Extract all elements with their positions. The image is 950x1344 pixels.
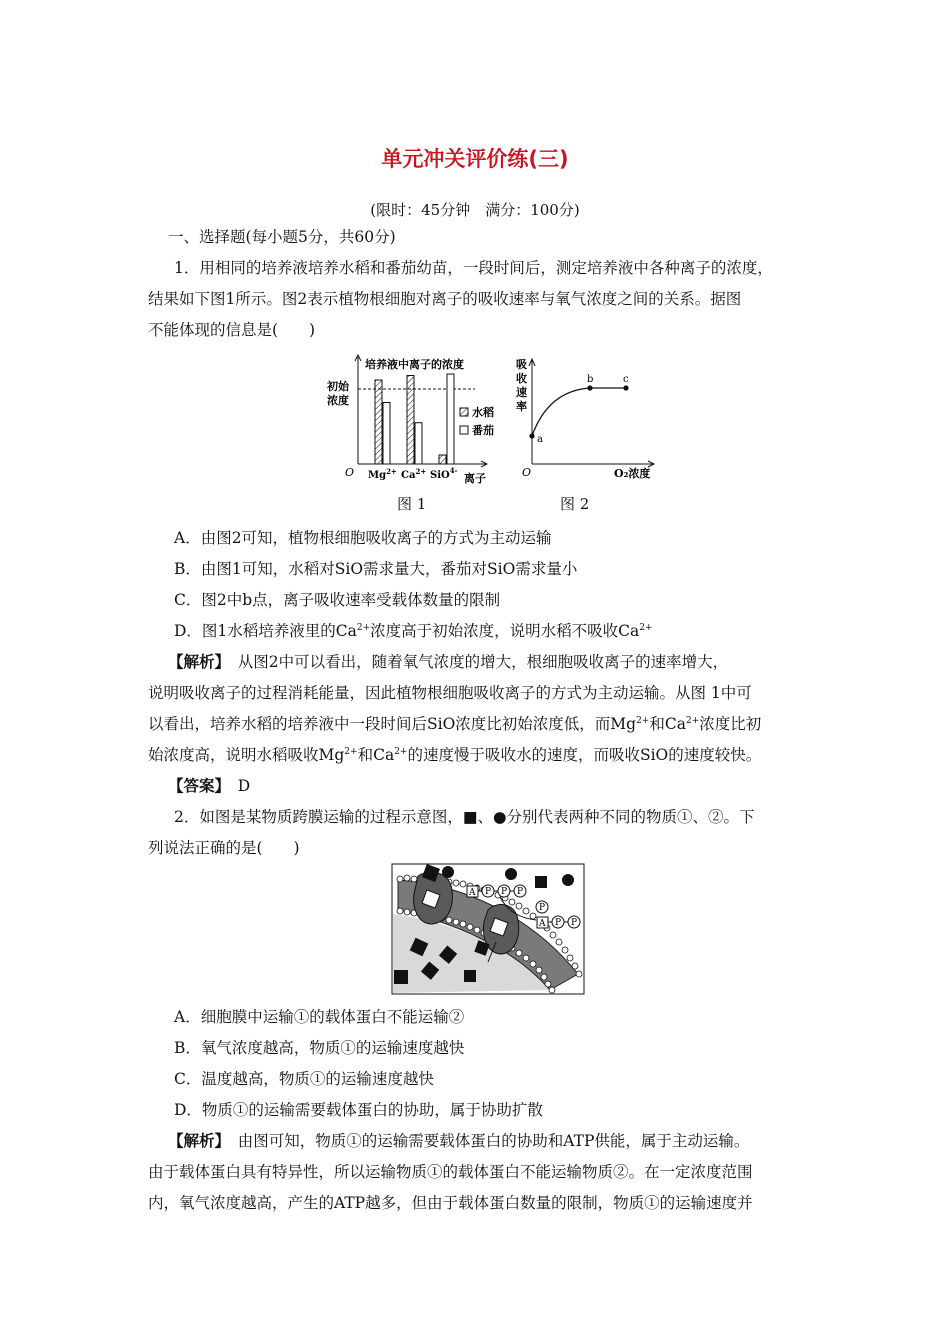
bar-rice-3: [439, 455, 446, 464]
fig2-x-label: O₂浓度: [614, 467, 651, 480]
fig2-y-label-3: 速: [516, 386, 527, 399]
svg-text:A: A: [539, 919, 546, 929]
fig1-tick-sio: SiO$^{4-}$: [430, 466, 458, 481]
point-a-label: a: [537, 434, 543, 445]
q2-stem-line-2: 列说法正确的是( ): [148, 839, 300, 857]
section-heading: 一、选择题(每小题5分，共60分): [168, 228, 396, 246]
fig1-y-label-2: 浓度: [327, 394, 349, 407]
bar-tomato-3: [447, 374, 454, 464]
absorption-rate-curve: [532, 388, 626, 436]
explanation-tag: 【解析】: [168, 1131, 223, 1150]
q1-option-a: A．由图2可知，植物根细胞吸收离子的方式为主动运输: [174, 529, 552, 547]
q2-option-d: D．物质①的运输需要载体蛋白的协助，属于协助扩散: [174, 1101, 543, 1119]
q2-explanation-line-3: 内，氧气浓度越高，产生的ATP越多，但由于载体蛋白数量的限制，物质①的运输速度并: [148, 1194, 753, 1212]
svg-text:P: P: [485, 887, 492, 897]
figure-1-bar-chart: [325, 352, 495, 490]
bar-rice-2: [407, 376, 414, 465]
q1-explanation-line-4: 始浓度高，说明水稻吸收$Mg^{2+}$和$Ca^{2+}$的速度慢于吸收水的速度，而吸收SiO的速度较快。: [148, 746, 762, 764]
q2-option-c: C．温度越高，物质①的运输速度越快: [174, 1070, 434, 1088]
q2-stem-line-1: 2．如图是某物质跨膜运输的过程示意图，■、●分别代表两种不同的物质①、②。下: [174, 808, 755, 826]
page-title: 单元冲关评价练(三): [381, 147, 569, 171]
fig2-y-label-2: 收: [516, 372, 527, 385]
fig1-x-label: 离子: [464, 472, 486, 485]
svg-text:P: P: [501, 887, 508, 897]
svg-text:P: P: [539, 903, 546, 913]
time-limit-note: (限时：45分钟 满分：100分): [370, 201, 580, 219]
svg-text:P: P: [555, 918, 562, 928]
fig1-y-label-1: 初始: [327, 380, 349, 393]
fig1-tick-ca: $Ca^{2+}$: [401, 467, 427, 481]
figure-1-caption: 图 1: [397, 495, 427, 513]
fig1-title: 培养液中离子的浓度: [365, 358, 464, 371]
q2-option-b: B．氧气浓度越高，物质①的运输速度越快: [174, 1039, 465, 1057]
figure-2-caption: 图 2: [560, 495, 590, 513]
q1-explanation-line-3: 以看出，培养水稻的培养液中一段时间后SiO浓度比初始浓度低，而$Mg^{2+}$和$Ca^{2+}$浓度比初: [148, 715, 762, 733]
point-c: [623, 385, 628, 390]
legend-rice-swatch: [460, 408, 468, 416]
q1-answer: 【答案】 D: [168, 776, 251, 795]
point-b-label: b: [587, 374, 594, 385]
q2-explanation-line-2: 由于载体蛋白具有特异性，所以运输物质①的载体蛋白不能运输物质②。在一定浓度范围: [148, 1163, 753, 1181]
point-c-label: c: [623, 374, 629, 385]
q1-option-b: B．由图1可知，水稻对SiO需求量大，番茄对SiO需求量小: [174, 560, 578, 578]
legend-tomato-swatch: [460, 426, 468, 434]
answer-tag: 【答案】: [168, 776, 223, 795]
svg-text:P: P: [571, 918, 578, 928]
q2-explanation-line-1: 【解析】 由图可知，物质①的运输需要载体蛋白的协助和ATP供能，属于主动运输。: [168, 1131, 750, 1150]
fig1-origin: O: [345, 466, 355, 479]
svg-text:P: P: [517, 887, 524, 897]
svg-text:A: A: [469, 888, 476, 898]
bar-tomato-2: [415, 423, 422, 464]
fig2-y-label-1: 吸: [516, 358, 527, 371]
fig2-y-label-4: 率: [516, 400, 527, 413]
point-a: [529, 433, 534, 438]
fig1-tick-mg: $Mg^{2+}$: [368, 467, 397, 481]
explanation-tag: 【解析】: [168, 652, 223, 671]
bar-tomato-1: [383, 403, 390, 465]
q1-stem-line-2: 结果如下图1所示。图2表示植物根细胞对离子的吸收速率与氧气浓度之间的关系。据图: [148, 290, 742, 308]
q2-option-a: A．细胞膜中运输①的载体蛋白不能运输②: [174, 1008, 465, 1026]
figure-2-curve: [508, 352, 658, 484]
figure-membrane-transport: [390, 862, 586, 996]
fig2-origin: O: [522, 466, 532, 479]
q1-stem-line-3: 不能体现的信息是( ): [148, 321, 316, 339]
bar-rice-1: [375, 380, 382, 464]
q1-stem-line-1: 1．用相同的培养液培养水稻和番茄幼苗，一段时间后，测定培养液中各种离子的浓度，: [174, 259, 773, 277]
q1-option-c: C．图2中b点，离子吸收速率受载体数量的限制: [174, 591, 501, 609]
legend-rice-label: 水稻: [472, 406, 494, 419]
q1-explanation-line-2: 说明吸收离子的过程消耗能量，因此植物根细胞吸收离子的方式为主动运输。从图 1中可: [148, 684, 752, 702]
q1-option-d: D．图1水稻培养液里的$Ca^{2+}$浓度高于初始浓度，说明水稻不吸收$Ca^{2+}$: [174, 622, 653, 640]
q1-explanation-line-1: 【解析】 从图2中可以看出，随着氧气浓度的增大，根细胞吸收离子的速率增大，: [168, 652, 729, 671]
legend-tomato-label: 番茄: [472, 424, 494, 437]
point-b: [587, 385, 592, 390]
